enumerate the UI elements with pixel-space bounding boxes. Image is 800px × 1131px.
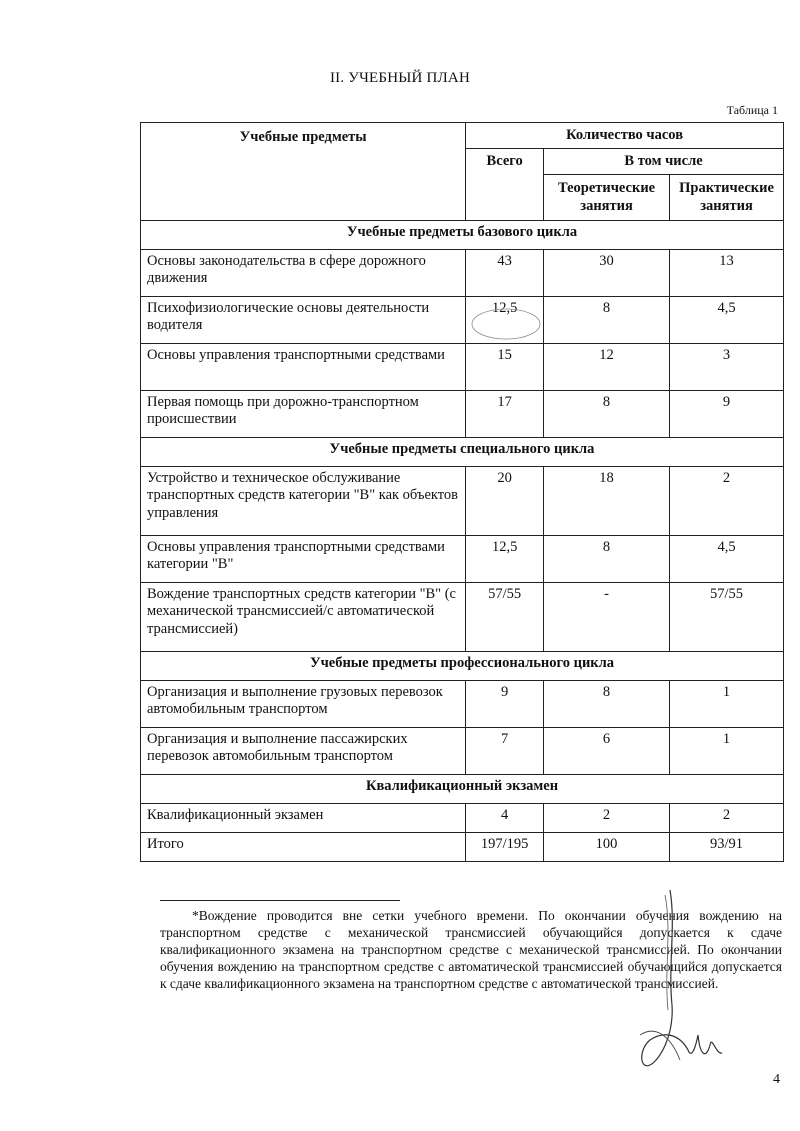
total-cell: 15 xyxy=(466,344,544,391)
table-row xyxy=(141,250,784,297)
section-title: Учебные предметы специального цикла xyxy=(141,438,784,467)
practice-cell: 2 xyxy=(670,804,784,833)
table-row xyxy=(141,344,784,391)
header-total: Всего xyxy=(466,149,544,221)
table-row xyxy=(141,467,784,536)
total-row-label: Итого xyxy=(141,833,466,862)
total-cell: 12,5 xyxy=(466,297,544,344)
practice-cell: 4,5 xyxy=(670,297,784,344)
theory-cell: 8 xyxy=(544,536,670,583)
practice-cell: 1 xyxy=(670,728,784,775)
table-row xyxy=(141,804,784,833)
subject-cell: Основы управления транспортными средствами xyxy=(141,344,466,391)
handwritten-signature xyxy=(610,885,730,1085)
page-number: 4 xyxy=(773,1072,780,1087)
table-row xyxy=(141,728,784,775)
footnote-divider xyxy=(160,900,400,901)
total-cell: 12,5 xyxy=(466,536,544,583)
table-row xyxy=(141,681,784,728)
subject-cell: Основы управления транспортными средствами категории "В" xyxy=(141,536,466,583)
theory-cell: 8 xyxy=(544,391,670,438)
total-cell: 57/55 xyxy=(466,583,544,652)
total-cell: 197/195 xyxy=(466,833,544,862)
subject-cell: Квалификационный экзамен xyxy=(141,804,466,833)
theory-cell: 30 xyxy=(544,250,670,297)
total-cell: 17 xyxy=(466,391,544,438)
section-title: Учебные предметы профессионального цикла xyxy=(141,652,784,681)
header-practice: Практические занятия xyxy=(670,175,784,221)
total-cell: 9 xyxy=(466,681,544,728)
footnote-text: *Вождение проводится вне сетки учебного времени. По окончании обучения вождению на транспортном средстве с механической трансмиссией обучающийся допускается к сдаче квалификационного экзамена на транспортном средстве с механической трансмиссией. По окончании обучения вождению на транспортном средстве с автоматической трансмиссией обучающийся допускается к сдаче квалификационного экзамена на транспортном средстве с автоматической трансмиссией. xyxy=(160,908,782,991)
curriculum-table xyxy=(140,122,784,862)
theory-cell: 8 xyxy=(544,297,670,344)
page-title: II. УЧЕБНЫЙ ПЛАН xyxy=(329,70,470,86)
practice-cell: 2 xyxy=(670,467,784,536)
section-title: Учебные предметы базового цикла xyxy=(141,221,784,250)
table-row xyxy=(141,536,784,583)
table-row xyxy=(141,583,784,652)
practice-cell: 57/55 xyxy=(670,583,784,652)
header-subjects: Учебные предметы xyxy=(141,123,466,221)
section-title: Квалификационный экзамен xyxy=(141,775,784,804)
subject-cell: Первая помощь при дорожно-транспортном происшествии xyxy=(141,391,466,438)
section-row xyxy=(141,775,784,804)
subject-cell: Организация и выполнение грузовых перевозок автомобильным транспортом xyxy=(141,681,466,728)
theory-cell: 2 xyxy=(544,804,670,833)
theory-cell: - xyxy=(544,583,670,652)
header-theory: Теоретические занятия xyxy=(544,175,670,221)
theory-cell: 100 xyxy=(544,833,670,862)
section-row xyxy=(141,652,784,681)
practice-cell: 3 xyxy=(670,344,784,391)
practice-cell: 4,5 xyxy=(670,536,784,583)
theory-cell: 18 xyxy=(544,467,670,536)
table-label: Таблица 1 xyxy=(726,103,778,117)
practice-cell: 13 xyxy=(670,250,784,297)
section-row xyxy=(141,221,784,250)
header-including: В том числе xyxy=(544,149,784,175)
practice-cell: 9 xyxy=(670,391,784,438)
total-cell: 20 xyxy=(466,467,544,536)
table-row xyxy=(141,297,784,344)
subject-cell: Организация и выполнение пассажирских перевозок автомобильным транспортом xyxy=(141,728,466,775)
subject-cell: Устройство и техническое обслуживание транспортных средств категории "В" как объектов управления xyxy=(141,467,466,536)
theory-cell: 8 xyxy=(544,681,670,728)
subject-cell: Вождение транспортных средств категории "В" (с механической трансмиссией/с автоматической трансмиссией) xyxy=(141,583,466,652)
subject-cell: Основы законодательства в сфере дорожного движения xyxy=(141,250,466,297)
total-cell: 43 xyxy=(466,250,544,297)
total-cell: 4 xyxy=(466,804,544,833)
section-row xyxy=(141,438,784,467)
practice-cell: 1 xyxy=(670,681,784,728)
table-row xyxy=(141,391,784,438)
pencil-circle-mark xyxy=(470,306,542,342)
subject-cell: Психофизиологические основы деятельности водителя xyxy=(141,297,466,344)
total-cell: 7 xyxy=(466,728,544,775)
theory-cell: 6 xyxy=(544,728,670,775)
theory-cell: 12 xyxy=(544,344,670,391)
total-row xyxy=(141,833,784,862)
header-hours: Количество часов xyxy=(466,123,784,149)
practice-cell: 93/91 xyxy=(670,833,784,862)
